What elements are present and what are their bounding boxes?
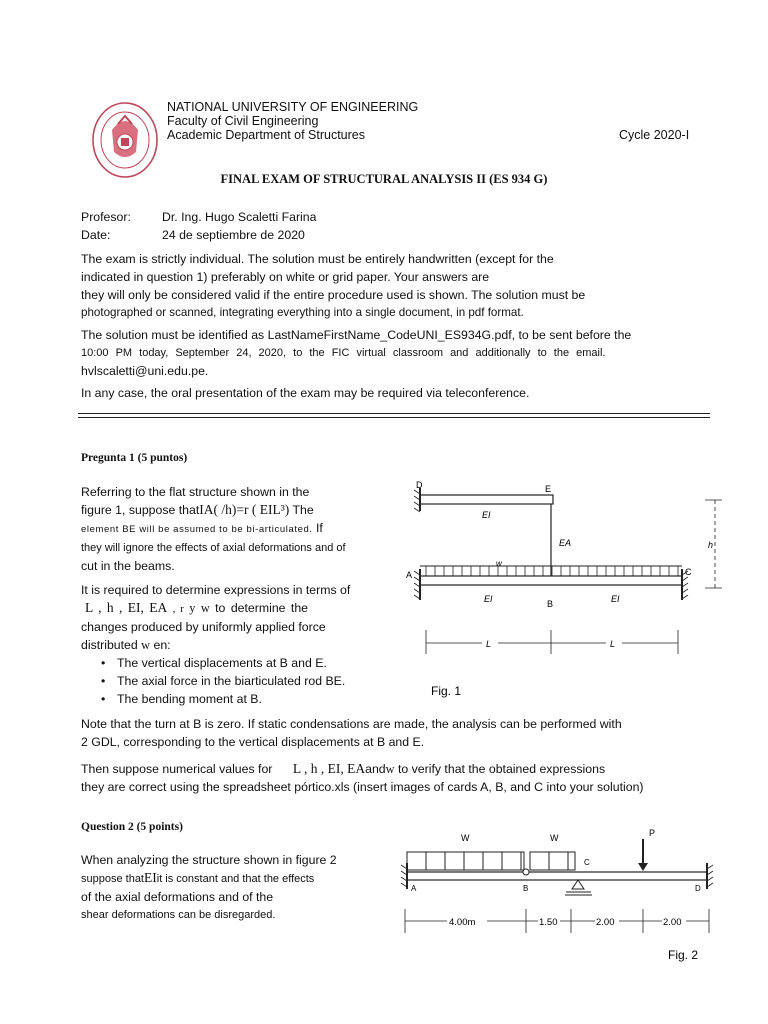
date-label: Date: [81, 228, 111, 242]
svg-text:A: A [406, 570, 413, 580]
intro-paragraph-3: In any case, the oral presentation of the exam may be required via teleconference. [81, 386, 530, 400]
list-item: • The bending moment at B. [81, 690, 401, 708]
svg-text:2.00: 2.00 [596, 917, 615, 928]
fig2-caption: Fig. 2 [668, 948, 699, 962]
question-2-heading: Question 2 (5 points) [81, 821, 183, 833]
question-1-bullet-list [81, 654, 401, 708]
fig1-label-d: D [416, 480, 423, 490]
svg-text:w: w [496, 559, 502, 568]
faculty-name: Faculty of Civil Engineering [167, 114, 319, 128]
question-1-then: Then suppose numerical values for L , h , EI, EAandw to verify that the obtained expressions they are correct using the spreadsheet pórtico.xls (insert images of cards A, B, and C into your solution) [81, 761, 644, 794]
svg-text:h: h [708, 540, 714, 550]
question-1-requirements: It is required to determine expressions in terms of L , h , EI, EA , r y w to determine the changes produced by uniformly applied force distributed w en: [81, 583, 351, 652]
question-2-text: When analyzing the structure shown in figure 2 suppose thatEIit is constant and that the effects of the axial deformations and of the shear deformations can be disregarded. [81, 853, 337, 921]
svg-text:W: W [550, 833, 559, 843]
question-1-heading: Pregunta 1 (5 puntos) [81, 452, 188, 464]
exam-title: FINAL EXAM OF STRUCTURAL ANALYSIS II (ES 934 G) [220, 172, 548, 186]
date-value: 24 de septiembre de 2020 [162, 228, 305, 242]
svg-text:EI: EI [482, 510, 491, 520]
svg-text:EI: EI [484, 594, 493, 604]
university-seal [90, 100, 160, 180]
svg-text:L: L [486, 639, 492, 649]
svg-text:EA: EA [559, 538, 572, 548]
intro-paragraph-2: The solution must be identified as LastNameFirstName_CodeUNI_ES934G.pdf, to be sent before the 10:00 PM today, September 24, 2020, to the FIC virtual classroom and additionally to the email. hvlscaletti@uni.edu.pe. [81, 328, 632, 378]
question-1-text: Referring to the flat structure shown in the figure 1, suppose thatIA( /h)=r ( EIL³) The element BE will be assumed to be bi-articulated. If they will ignore the effects of axial deformations and of cut in the beams. [81, 485, 346, 573]
figure-1 [400, 478, 730, 703]
svg-text:2.00: 2.00 [663, 917, 682, 928]
svg-text:4.00m: 4.00m [449, 917, 476, 928]
department-name: Academic Department of Structures [167, 128, 365, 142]
svg-text:P: P [649, 828, 656, 838]
intro-paragraph-1: The exam is strictly individual. The solution must be entirely handwritten (except for the indicated in question 1) preferably on white or grid paper. Your answers are they will only be considered valid if the entire procedure used is shown. The solution must be photographed or scanned, integrating everything into a single document, in pdf format. [81, 252, 586, 319]
svg-text:B: B [547, 599, 554, 609]
university-name: NATIONAL UNIVERSITY OF ENGINEERING [167, 100, 419, 114]
fig1-caption: Fig. 1 [431, 684, 462, 698]
svg-text:A: A [411, 884, 417, 893]
svg-text:C: C [584, 858, 590, 867]
svg-text:C: C [685, 567, 692, 577]
professor-value: Dr. Ing. Hugo Scaletti Farina [162, 210, 317, 224]
svg-text:B: B [523, 884, 529, 893]
list-item: • The axial force in the biarticulated rod BE. [81, 672, 401, 690]
professor-label: Profesor: [81, 210, 131, 224]
svg-text:1.50: 1.50 [539, 917, 558, 928]
svg-text:D: D [695, 884, 701, 893]
svg-text:W: W [461, 833, 470, 843]
section-divider [78, 413, 710, 414]
cycle-label: Cycle 2020-I [619, 128, 690, 142]
fig1-label-e: E [545, 484, 552, 494]
figure-2 [395, 825, 725, 970]
list-item: • The vertical displacements at B and E. [81, 654, 401, 672]
question-1-note: Note that the turn at B is zero. If static condensations are made, the analysis can be performed with 2 GDL, corresponding to the vertical displacements at B and E. [81, 717, 622, 749]
svg-text:EI: EI [611, 594, 620, 604]
svg-text:L: L [610, 639, 616, 649]
